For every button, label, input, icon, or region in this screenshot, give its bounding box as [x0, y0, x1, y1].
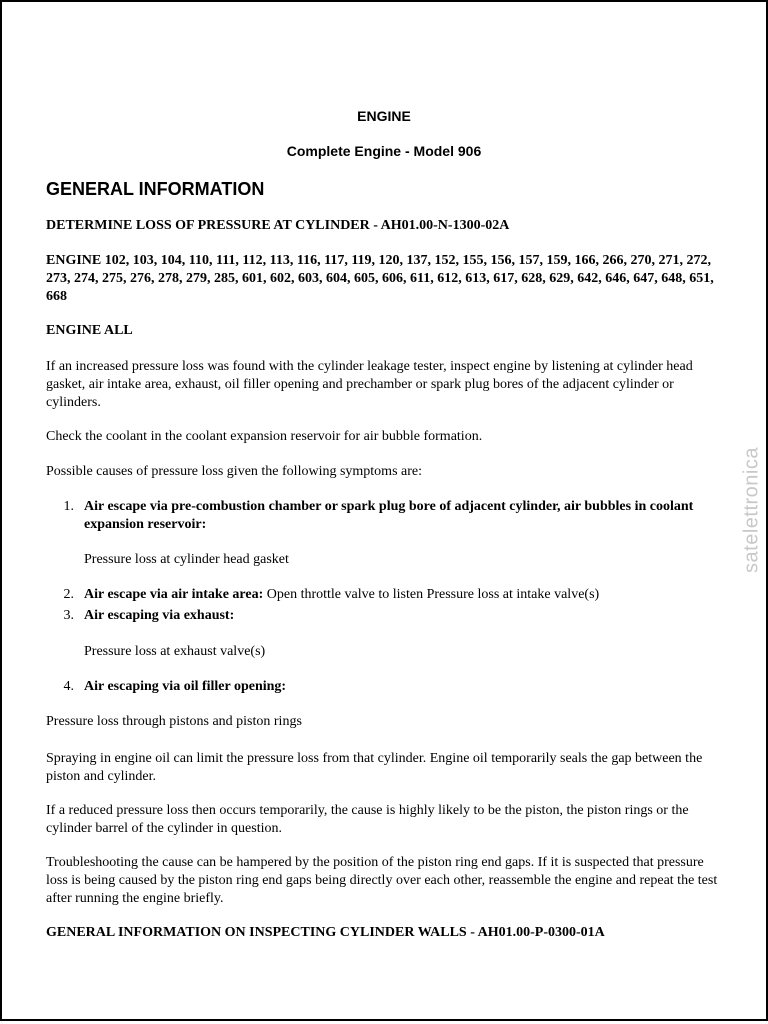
list-item-detail: Open throttle valve to listen Pressure loss at intake valve(s) [263, 587, 600, 602]
watermark: satelettronica [740, 447, 763, 573]
list-item-detail: Pressure loss at exhaust valve(s) [84, 644, 266, 659]
next-section-heading: GENERAL INFORMATION ON INSPECTING CYLINDER WALLS - AH01.00-P-0300-01A [46, 925, 605, 940]
section-header: ENGINE [357, 108, 411, 124]
paragraph-engine-oil: Spraying in engine oil can limit the pressure loss from that cylinder. Engine oil temporarily seals the gap between the piston and cylinder. [46, 751, 703, 784]
list-number: 3. [63, 608, 74, 623]
paragraph-reduced-loss: If a reduced pressure loss then occurs temporarily, the cause is highly likely to be the piston, the piston rings or the cylinder barrel of the cylinder in question. [46, 803, 689, 836]
document-subtitle: Complete Engine - Model 906 [286, 143, 482, 159]
list-item-title: Air escaping via oil filler opening: [84, 679, 287, 694]
list-number: 1. [63, 499, 74, 514]
procedure-title: DETERMINE LOSS OF PRESSURE AT CYLINDER - AH01.00-N-1300-02A [46, 218, 510, 233]
list-item-title: Air escape via pre-combustion chamber or spark plug bore of adjacent cylinder, air bubbles in coolant expansion reservoir: [84, 499, 694, 532]
paragraph-coolant-check: Check the coolant in the coolant expansion reservoir for air bubble formation. [46, 429, 483, 444]
list-item-title: Air escaping via exhaust: [84, 608, 235, 623]
engine-list: ENGINE 102, 103, 104, 110, 111, 112, 113, 116, 117, 119, 120, 137, 152, 155, 156, 157, 159, 166, 266, 270, 271, 272, 273, 274, 275, 276, 278, 279, 285, 601, 602, 603, 604, 605, 606, 611, 612, 613, 617, 628, 629, 642, 646, 647, 648, 651, 668 [46, 253, 714, 304]
list-item-title: Air escape via air intake area: [84, 587, 264, 602]
list-item-body [84, 586, 716, 604]
list-item-detail: Pressure loss at cylinder head gasket [84, 552, 289, 567]
paragraph-possible-causes: Possible causes of pressure loss given the following symptoms are: [46, 464, 423, 479]
list-number: 2. [63, 587, 74, 602]
paragraph-pistons-rings: Pressure loss through pistons and piston rings [46, 714, 302, 729]
paragraph-inspection: If an increased pressure loss was found with the cylinder leakage tester, inspect engine by listening at cylinder head gasket, air intake area, exhaust, oil filler opening and prechamber or spark plug bores of the adjacent cylinder or cylinders. [46, 359, 693, 410]
general-information-heading: GENERAL INFORMATION [46, 179, 265, 199]
list-number: 4. [63, 679, 74, 694]
paragraph-troubleshooting: Troubleshooting the cause can be hampered by the position of the piston ring end gaps. If it is suspected that pressure loss is being caused by the piston ring end gaps being directly over each other, reassemble the engine and repeat the test after running the engine briefly. [46, 855, 718, 906]
engine-all-label: ENGINE ALL [46, 323, 133, 338]
